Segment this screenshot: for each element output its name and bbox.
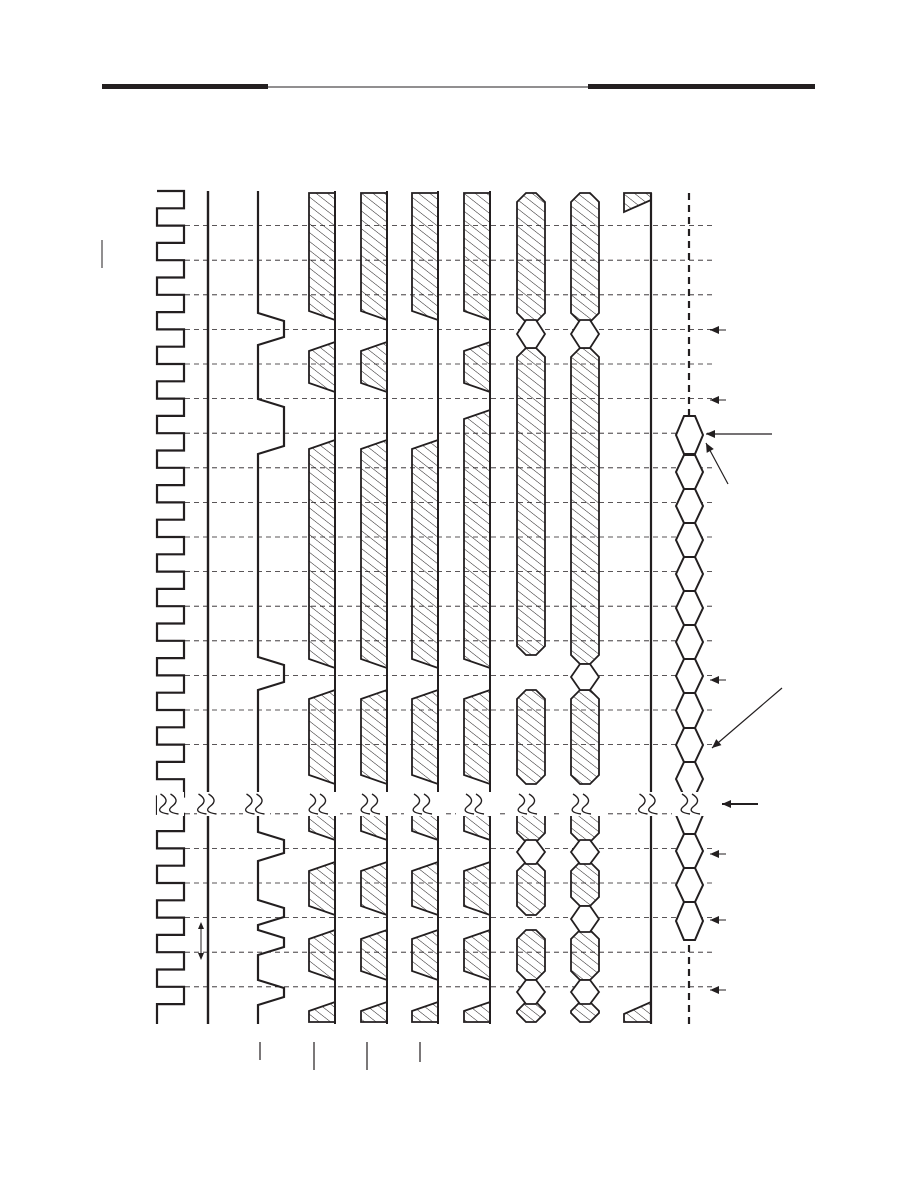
signal-bus-3 [309, 191, 335, 1024]
signal-data-bus [676, 193, 703, 1024]
signal-strobe [258, 191, 284, 1024]
period-bracket-head [198, 922, 204, 929]
bus-segment [361, 440, 387, 668]
bus-window [571, 840, 599, 864]
bus-segment [361, 1002, 387, 1022]
signal-bus-5 [412, 191, 438, 1024]
data-hexagon [676, 659, 703, 693]
bus-segment [361, 342, 387, 392]
reference-arrow-head [710, 986, 719, 994]
bus-segment [517, 193, 545, 322]
clock-gridlines [185, 226, 715, 987]
bus-segment [571, 193, 599, 322]
time-break-marks [157, 792, 712, 816]
bus-segment [571, 690, 599, 784]
bus-segment [571, 930, 599, 980]
break-gap [456, 792, 496, 816]
bus-segment [412, 193, 438, 320]
bus-segment [309, 440, 335, 668]
bus-segment [464, 690, 490, 784]
data-hexagon [676, 834, 703, 868]
bus-segment [571, 1002, 599, 1022]
bus-segment [309, 1002, 335, 1022]
bus-segment [464, 862, 490, 915]
bus-segment [517, 862, 545, 915]
bus-segment [517, 1002, 545, 1022]
bus-window [571, 320, 599, 348]
header-rule-left [102, 84, 268, 89]
data-hexagon [676, 728, 703, 762]
data-hexagon [676, 416, 703, 454]
data-hexagon [676, 762, 703, 796]
data-hexagon [676, 557, 703, 591]
reference-arrow-head [710, 396, 719, 404]
break-gap [352, 792, 392, 816]
bus-window [571, 906, 599, 932]
bus-segment [309, 930, 335, 980]
bus-segment [464, 410, 490, 668]
bus-segment [412, 690, 438, 784]
data-hexagon [676, 902, 703, 940]
signal-bus-7 [517, 193, 545, 1022]
bus-segment [412, 1002, 438, 1022]
signal-level-9 [624, 193, 651, 1024]
signal-bus-6 [464, 191, 490, 1024]
bus-segment [412, 440, 438, 668]
reference-arrow-head [710, 850, 719, 858]
signal-label-ticks [260, 1042, 420, 1070]
break-gap [404, 792, 444, 816]
bus-segment [624, 193, 651, 212]
bus-segment [309, 862, 335, 915]
data-hexagon [676, 693, 703, 728]
data-hexagon [676, 455, 703, 489]
bus-segment [517, 690, 545, 784]
callout-arrow-head [706, 430, 715, 438]
bus-segment [464, 342, 490, 392]
bus-segment [412, 930, 438, 980]
bus-window [571, 664, 599, 690]
data-hexagon [676, 868, 703, 902]
bus-segment [309, 690, 335, 784]
bus-segment [571, 348, 599, 664]
bus-window [517, 840, 545, 864]
header-rule-right [588, 84, 815, 89]
bus-window [571, 980, 599, 1004]
data-hexagon [676, 523, 703, 557]
bus-segment [309, 342, 335, 392]
period-bracket-head [198, 953, 204, 960]
bus-segment [361, 862, 387, 915]
bus-window [517, 320, 545, 348]
bus-window [517, 980, 545, 1004]
data-hexagon [676, 625, 703, 659]
signal-bus-4 [361, 191, 387, 1024]
bus-segment [309, 193, 335, 320]
bus-segment [361, 930, 387, 980]
bus-segment [517, 348, 545, 655]
bus-segment [412, 862, 438, 915]
reference-arrow-head [710, 676, 719, 684]
break-gap [672, 792, 712, 816]
callout-arrow-head [722, 800, 731, 808]
bus-segment [361, 690, 387, 784]
break-gap [508, 792, 550, 816]
clock-signal [157, 191, 184, 1024]
reference-arrow-head [710, 326, 719, 334]
bus-segment [361, 193, 387, 320]
break-gap [300, 792, 340, 816]
bus-segment [624, 1002, 651, 1022]
data-hexagon [676, 591, 703, 625]
bus-segment [517, 930, 545, 980]
bus-segment [571, 862, 599, 906]
data-hexagon [676, 489, 703, 523]
signal-waveforms [208, 191, 703, 1024]
callout-arrow [712, 688, 782, 748]
bus-segment [464, 930, 490, 980]
clock-waveform [157, 191, 184, 1024]
break-gap [562, 792, 604, 816]
bus-segment [464, 193, 490, 320]
signal-bus-8 [571, 193, 599, 1022]
bus-segment [464, 1002, 490, 1022]
